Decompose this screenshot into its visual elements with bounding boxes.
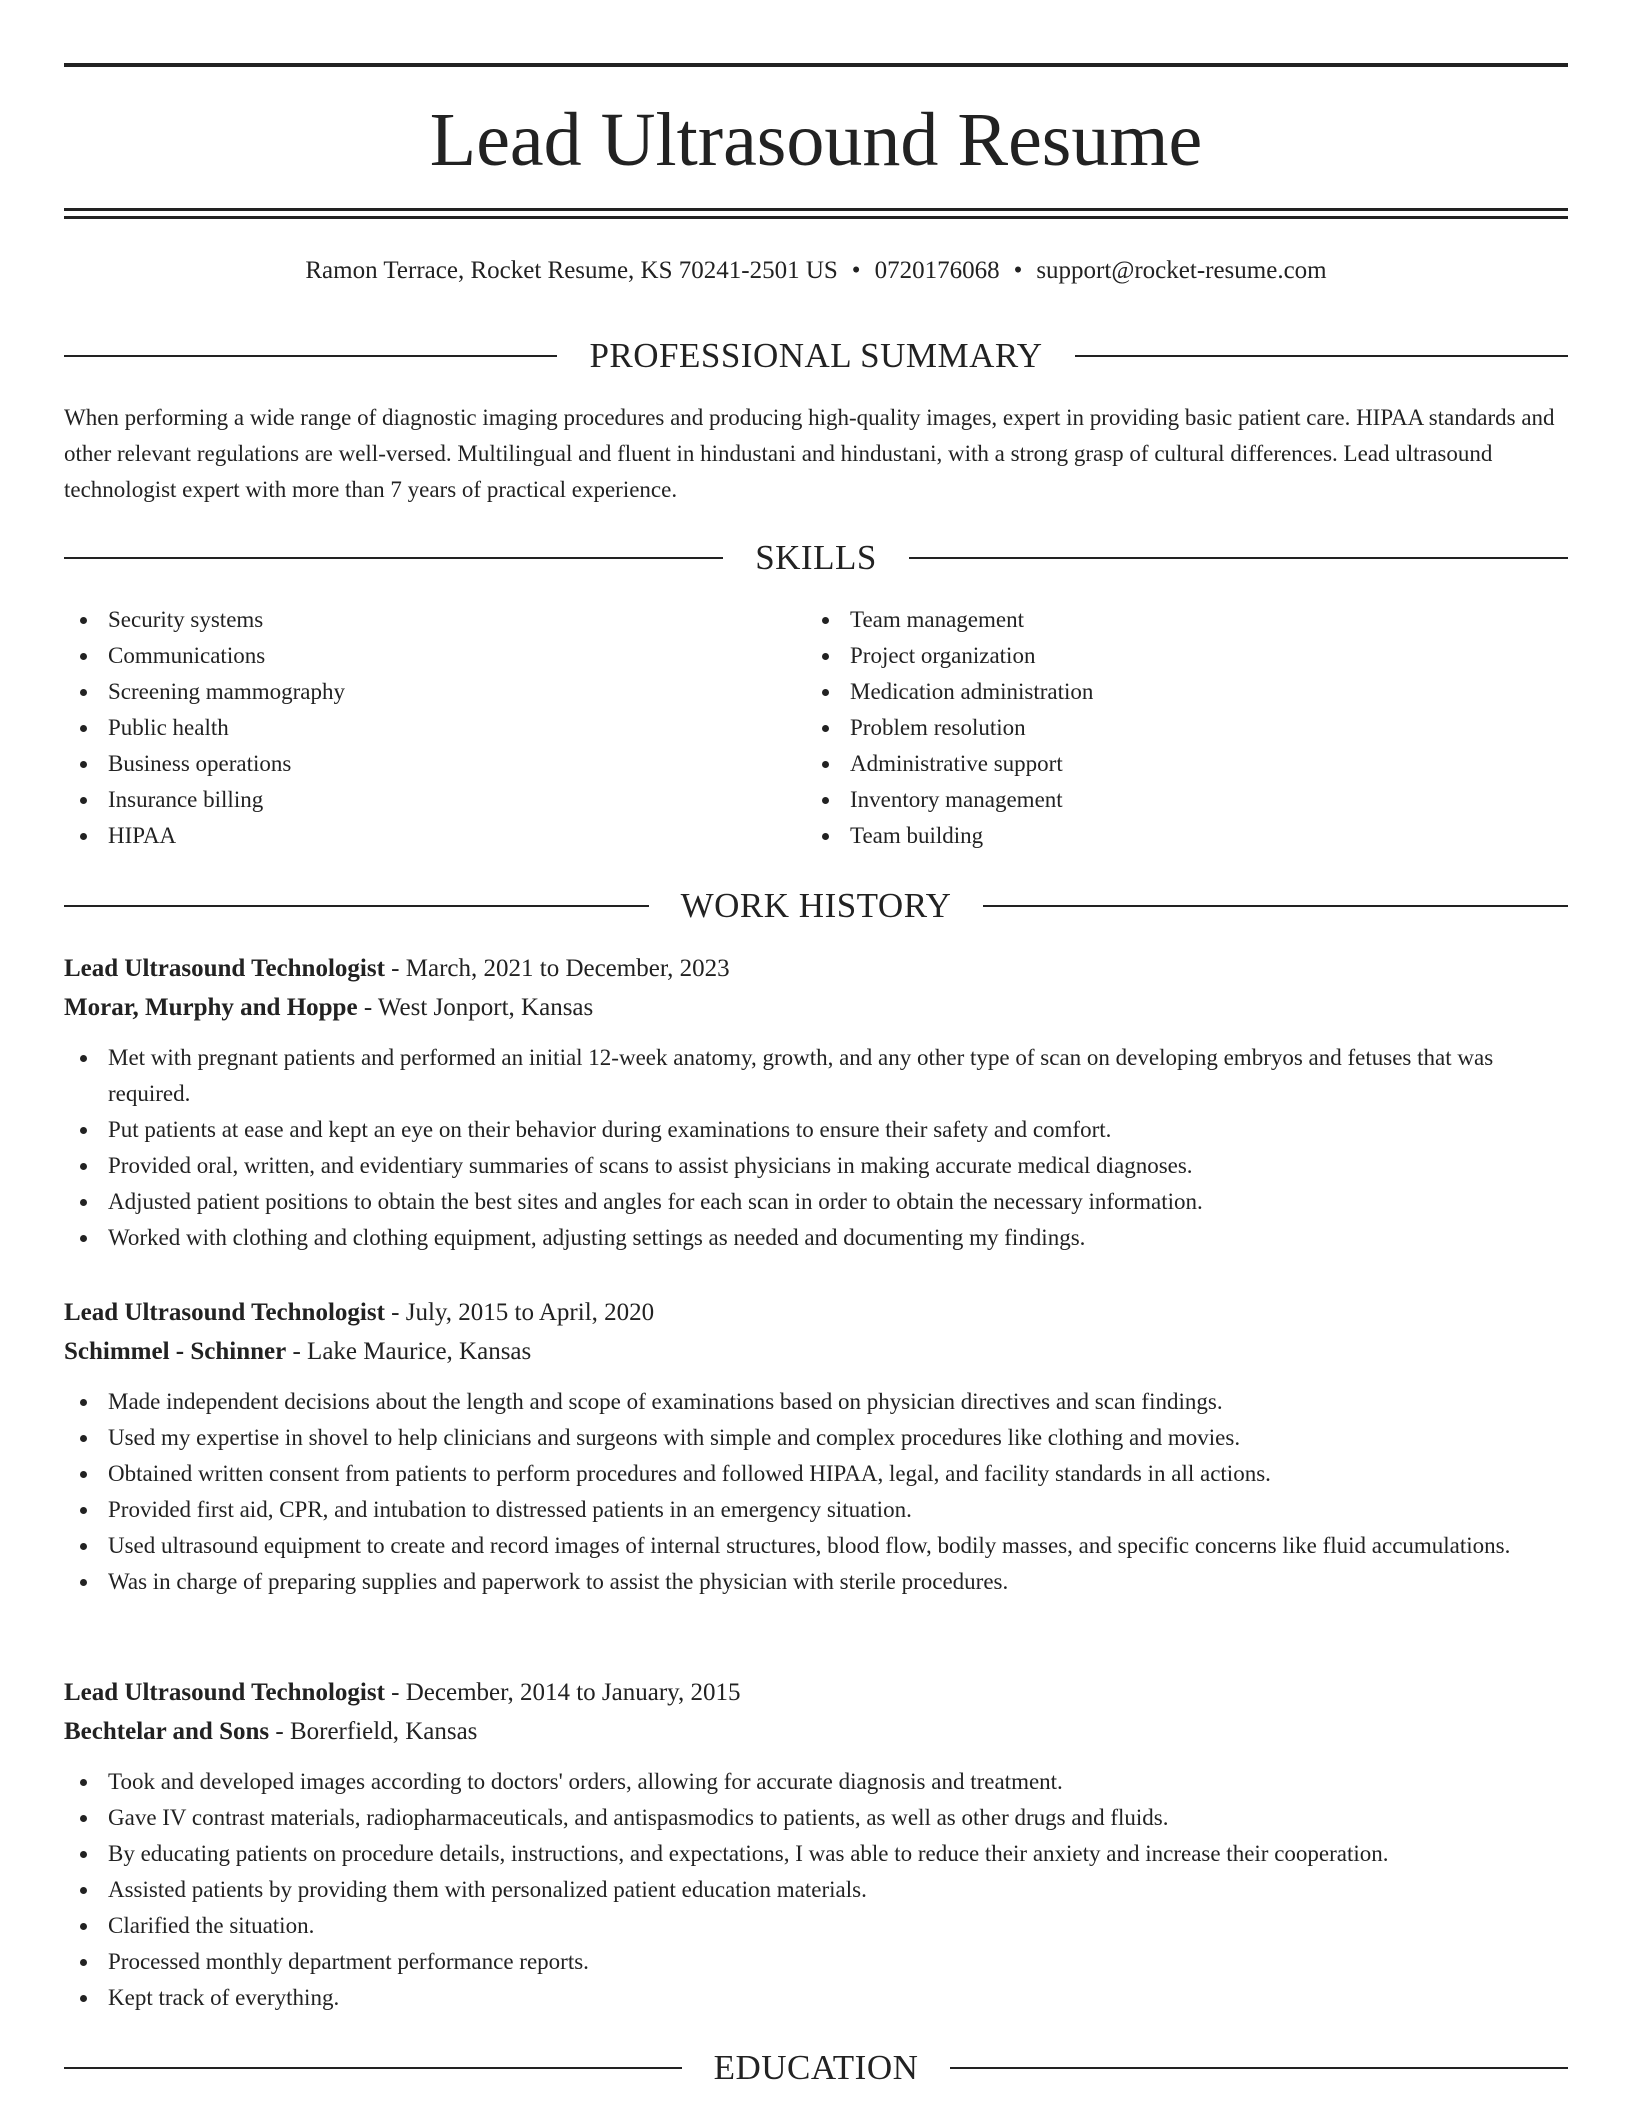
section-title: SKILLS (755, 538, 877, 577)
contact-separator: • (851, 257, 861, 284)
job-company-line (64, 988, 1568, 1027)
skills-column-left (64, 602, 806, 854)
contact-line (64, 254, 1568, 288)
contact-separator: • (1013, 257, 1023, 284)
section-title: EDUCATION (713, 2048, 919, 2087)
job-bullet: Used my expertise in shovel to help clinicians and surgeons with simple and complex procedures like clothing and movies. (64, 1420, 1568, 1456)
job-entry (64, 949, 1568, 1256)
summary-text: When performing a wide range of diagnostic imaging procedures and producing high-quality images, expert in providing basic patient care. HIPAA standards and other relevant regulations are well-versed. Multilingual and fluent in hindustani and hindustani, with a strong grasp of cultural differences. Lead ultrasound technologist expert with more than 7 years of practical experience. (64, 405, 1555, 502)
job-entry (64, 1293, 1568, 1600)
job-company: Bechtelar and Sons (64, 1718, 270, 1745)
section-title: PROFESSIONAL SUMMARY (589, 336, 1043, 375)
job-bullet: Used ultrasound equipment to create and record images of internal structures, blood flow, bodily masses, and specific concerns like fluid accumulations. (64, 1528, 1568, 1564)
job-location: - Borerfield, Kansas (269, 1718, 478, 1745)
job-bullet: Provided first aid, CPR, and intubation to distressed patients in an emergency situation. (64, 1492, 1568, 1528)
job-title-line (64, 1293, 1568, 1332)
job-bullet: Provided oral, written, and evidentiary summaries of scans to assist physicians in making accurate medical diagnoses. (64, 1148, 1568, 1184)
skill-item: HIPAA (64, 818, 806, 854)
job-title: Lead Ultrasound Technologist (64, 1679, 385, 1706)
job-bullets (64, 1040, 1568, 1256)
skills-list (64, 602, 1568, 854)
job-bullet: Made independent decisions about the length and scope of examinations based on physician directives and scan findings. (64, 1384, 1568, 1420)
job-bullet: Met with pregnant patients and performed an initial 12-week anatomy, growth, and any other type of scan on developing embryos and fetuses that was required. (64, 1040, 1568, 1112)
heading-rule (950, 2067, 1568, 2069)
job-bullet: Was in charge of preparing supplies and paperwork to assist the physician with sterile procedures. (64, 1564, 1568, 1600)
resume-title: Lead Ultrasound Resume (429, 98, 1203, 182)
job-bullet: Gave IV contrast materials, radiopharmaceuticals, and antispasmodics to patients, as well as other drugs and fluids. (64, 1800, 1568, 1836)
job-company: Morar, Murphy and Hoppe (64, 994, 358, 1021)
heading-rule (1075, 355, 1568, 357)
job-bullet: Worked with clothing and clothing equipment, adjusting settings as needed and documenting my findings. (64, 1220, 1568, 1256)
contact-email: support@rocket-resume.com (1036, 257, 1327, 284)
job-bullet: Processed monthly department performance reports. (64, 1944, 1568, 1980)
job-company-line (64, 1332, 1568, 1371)
job-title: Lead Ultrasound Technologist (64, 1299, 385, 1326)
job-location: - West Jonport, Kansas (357, 994, 594, 1021)
job-title-line (64, 949, 1568, 988)
job-entry (64, 1673, 1568, 2016)
job-bullets (64, 1764, 1568, 2016)
skill-item: Problem resolution (806, 710, 1548, 746)
skill-item: Insurance billing (64, 782, 806, 818)
heading-rule (983, 905, 1568, 907)
skill-item: Inventory management (806, 782, 1548, 818)
heading-rule (64, 905, 649, 907)
job-bullet: Adjusted patient positions to obtain the best sites and angles for each scan in order to obtain the necessary information. (64, 1184, 1568, 1220)
skill-item: Medication administration (806, 674, 1548, 710)
title-rule-lower (64, 216, 1568, 219)
section-heading-education (64, 2046, 1568, 2090)
top-rule (64, 63, 1568, 67)
skill-item: Security systems (64, 602, 806, 638)
job-dates: - March, 2021 to December, 2023 (384, 955, 730, 982)
section-heading-summary (64, 334, 1568, 378)
job-dates: - December, 2014 to January, 2015 (384, 1679, 741, 1706)
job-bullet: Clarified the situation. (64, 1908, 1568, 1944)
skills-column-right (806, 602, 1548, 854)
contact-address: Ramon Terrace, Rocket Resume, KS 70241-2501 US (305, 257, 838, 284)
heading-rule (64, 557, 723, 559)
skill-item: Screening mammography (64, 674, 806, 710)
job-location: - Lake Maurice, Kansas (286, 1338, 532, 1365)
job-bullet: Kept track of everything. (64, 1980, 1568, 2016)
skill-item: Communications (64, 638, 806, 674)
title-rule-upper (64, 208, 1568, 211)
job-bullet: Obtained written consent from patients to perform procedures and followed HIPAA, legal, and facility standards in all actions. (64, 1456, 1568, 1492)
skill-item: Team building (806, 818, 1548, 854)
job-bullets (64, 1384, 1568, 1600)
job-bullet: Put patients at ease and kept an eye on their behavior during examinations to ensure their safety and comfort. (64, 1112, 1568, 1148)
job-title: Lead Ultrasound Technologist (64, 955, 385, 982)
job-bullet: Assisted patients by providing them with personalized patient education materials. (64, 1872, 1568, 1908)
skill-item: Administrative support (806, 746, 1548, 782)
contact-phone: 0720176068 (874, 257, 1000, 284)
heading-rule (64, 355, 557, 357)
job-bullet: Took and developed images according to doctors' orders, allowing for accurate diagnosis and treatment. (64, 1764, 1568, 1800)
job-bullet: By educating patients on procedure details, instructions, and expectations, I was able to reduce their anxiety and increase their cooperation. (64, 1836, 1568, 1872)
skill-item: Project organization (806, 638, 1548, 674)
heading-rule (64, 2067, 682, 2069)
job-title-line (64, 1673, 1568, 1712)
section-heading-skills (64, 536, 1568, 580)
section-title: WORK HISTORY (680, 886, 952, 925)
skill-item: Team management (806, 602, 1548, 638)
skill-item: Business operations (64, 746, 806, 782)
section-heading-work (64, 884, 1568, 928)
heading-rule (909, 557, 1568, 559)
job-company: Schimmel - Schinner (64, 1338, 287, 1365)
job-company-line (64, 1712, 1568, 1751)
job-dates: - July, 2015 to April, 2020 (384, 1299, 655, 1326)
skill-item: Public health (64, 710, 806, 746)
